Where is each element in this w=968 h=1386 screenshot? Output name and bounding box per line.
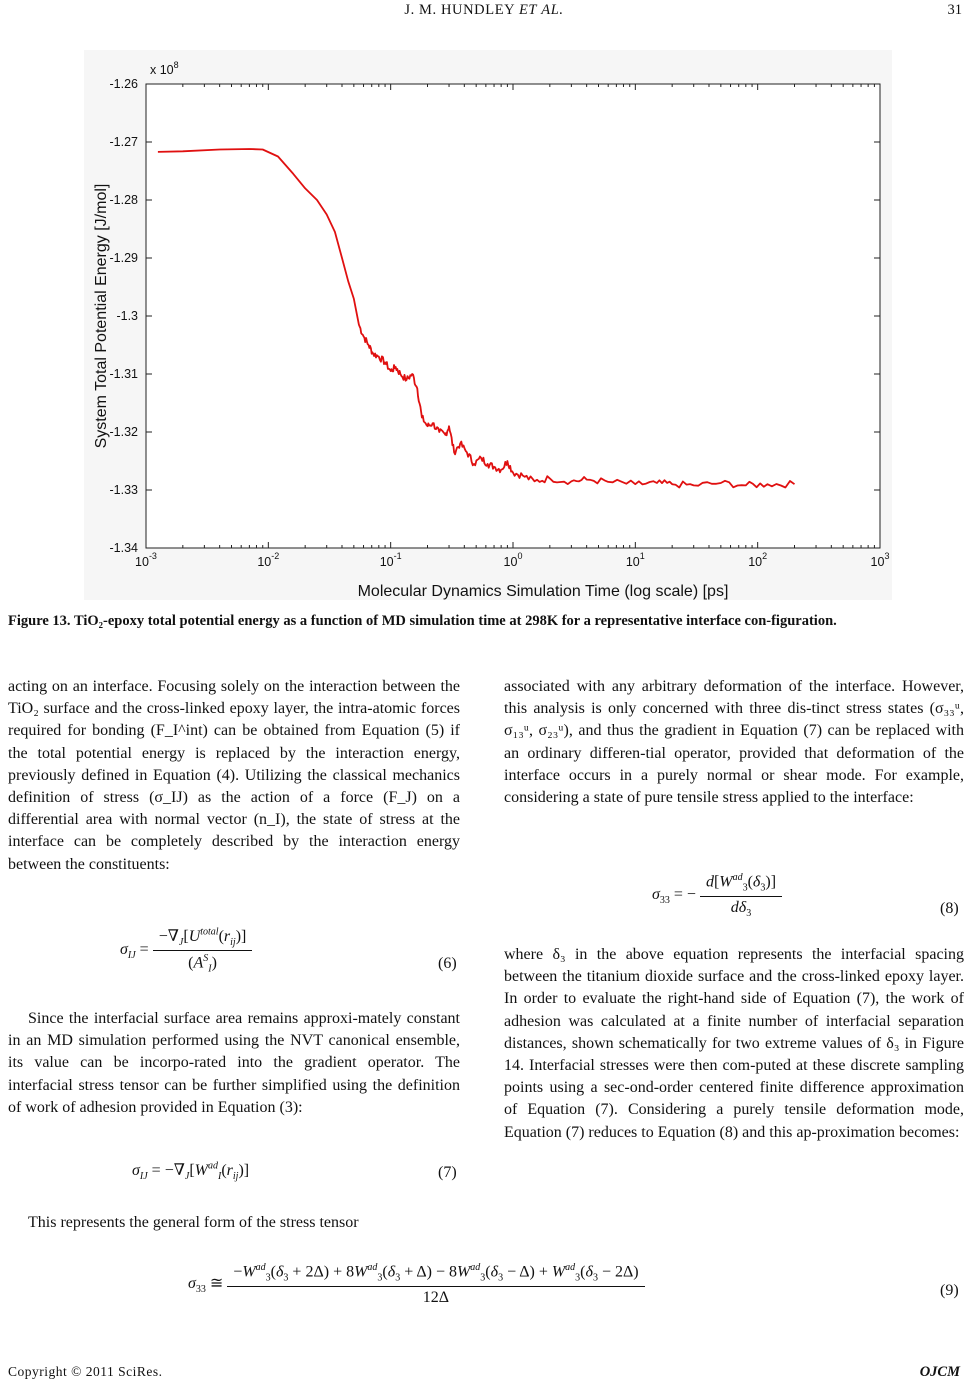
footer-copyright: Copyright © 2011 SciRes. (8, 1364, 163, 1379)
equation-9: $\sigma_{33}$ ≅ $-W^{ad}_3(\delta_3 + 2\Delta) + 8W^{ad}_3(\delta_3 + \Delta) - 8W^{ad}_3(\delta_3 - \Delta) + W^{ad}_3(\delta_3 - 2\Delta)$ 12Δ (188, 1262, 645, 1307)
figure-13 (84, 50, 892, 600)
running-head (0, 2, 968, 19)
eq9-fraction: $-W^{ad}_3(\delta_3 + 2\Delta) + 8W^{ad}_3(\delta_3 + \Delta) - 8W^{ad}_3(\delta_3 - \Delta) + W^{ad}_3(\delta_3 - 2\Delta)$ 12Δ (227, 1262, 644, 1307)
x-tick-label: $10^3$ (870, 551, 890, 569)
x-tick-label: $10^2$ (748, 551, 768, 569)
eq8-fraction: $\frac{d[W^{ad}_3(\delta_3)]}{d\delta_3}$ (700, 872, 782, 919)
y-axis-title: System Total Potential Energy [J/mol] (93, 183, 110, 449)
equation-6: $\sigma_{IJ}$ = $\frac{-\nabla_J[U^{total}(r_{ij})]}{(A^S_I)}$ (120, 926, 252, 975)
eq6-fraction: $\frac{-\nabla_J[U^{total}(r_{ij})]}{(A^S_I)}$ (153, 926, 253, 975)
eq9-number: (9) (940, 1282, 959, 1299)
y-tick-label: -1.27 (109, 135, 138, 149)
running-head-author: J. M. HUNDLEY (404, 2, 515, 18)
y-tick-label: -1.29 (109, 251, 138, 265)
left-p2-text: Since the interfacial surface area remains approxi-mately constant in an MD simulation performed using the NVT canonical ensemble, its value can be incorpo-rated into the gradient operator. The interfacial stress tensor can be further simplified using the definition of work of adhesion provided in Equation (3): (8, 1010, 460, 1116)
left-p1-text: acting on an interface. Focusing solely on the interaction between the TiO₂ surface and the cross-linked epoxy layer, the intra-atomic forces required for bonding (F_I^int) can be obtained from Equation (5) if the total potential energy is replaced by the interaction energy, previously defined in Equation (4). Utilizing the classical mechanics definition of stress (σ_IJ) as the action of a force (F_J) on a differential area with normal vector (n_I), the state of stress at the interface can be completely described by the interaction energy between the constituents: (8, 678, 460, 873)
caption-label: Figure 13. (8, 613, 71, 629)
x-tick-label: $10^{-3}$ (135, 551, 157, 569)
y-tick-label: -1.26 (109, 77, 138, 91)
x-axis-title: Molecular Dynamics Simulation Time (log scale) [ps] (357, 583, 729, 600)
eq8-number: (8) (940, 900, 959, 917)
y-tick-label: -1.3 (116, 309, 138, 323)
eq6-number: (6) (438, 955, 457, 972)
energy-chart (84, 50, 892, 600)
right-paragraph-2 (504, 944, 964, 1144)
y-tick-label: -1.32 (109, 425, 138, 439)
plot-frame (146, 84, 880, 548)
footer-journal: OJCM (919, 1364, 960, 1380)
y-multiplier-label: x $10^8$ (150, 60, 179, 77)
x-tick-label: $10^{-1}$ (379, 551, 402, 569)
y-tick-label: -1.31 (109, 367, 138, 381)
right-paragraph-1 (504, 676, 964, 809)
left-p3-text: This represents the general form of the stress tensor (28, 1214, 359, 1231)
left-paragraph-2 (8, 1008, 460, 1119)
equation-8: $\sigma_{33}$ = − $\frac{d[W^{ad}_3(\delta_3)]}{d\delta_3}$ (652, 872, 782, 919)
page-number: 31 (947, 2, 962, 18)
right-p1-text: associated with any arbitrary deformation of the interface. However, this analysis is only concerned with three dis-tinct stress states (σ₃₃ᵘ, σ₁₃ᵘ, σ₂₃ᵘ), and thus the gradient in Equation (7) can be replaced with an ordinary differen-tial operator, provided that deformation of the interface occurs in a purely normal or shear mode. For example, considering a state of pure tensile stress applied to the interface: (504, 678, 964, 807)
x-tick-label: $10^0$ (503, 551, 523, 569)
caption-text: TiO₂-epoxy total potential energy as a function of MD simulation time at 298K for a representative interface con-figuration. (73, 613, 837, 629)
y-tick-label: -1.28 (109, 193, 138, 207)
y-tick-label: -1.33 (109, 483, 138, 497)
equation-7: $\sigma_{IJ} = -\nabla_J[W^{ad}_I(r_{ij})]$ (132, 1160, 250, 1183)
figure-caption (8, 612, 960, 631)
x-tick-label: $10^1$ (625, 551, 645, 569)
running-head-al: AL. (541, 2, 564, 18)
y-tick-label: -1.34 (109, 541, 138, 555)
left-paragraph-1 (8, 676, 460, 876)
right-p2-text: where δ₃ in the above equation represents the interfacial spacing between the titanium dioxide surface and the cross-linked epoxy layer. In order to evaluate the right-hand side of Equation (7), the work of adhesion was calculated at a finite number of interfacial separation distances, shown schematically for two extreme values of δ₃ in Figure 14. Interfacial stresses were then com-puted at these discrete sampling points using a sec-ond-order centered finite difference approximation of Equation (7). Considering a purely tensile deformation mode, Equation (7) reduces to Equation (8) and this ap-proximation becomes: (504, 946, 964, 1141)
x-tick-label: $10^{-2}$ (257, 551, 280, 569)
left-paragraph-3 (8, 1212, 460, 1234)
running-head-et: ET (518, 2, 538, 18)
eq7-number: (7) (438, 1164, 457, 1181)
